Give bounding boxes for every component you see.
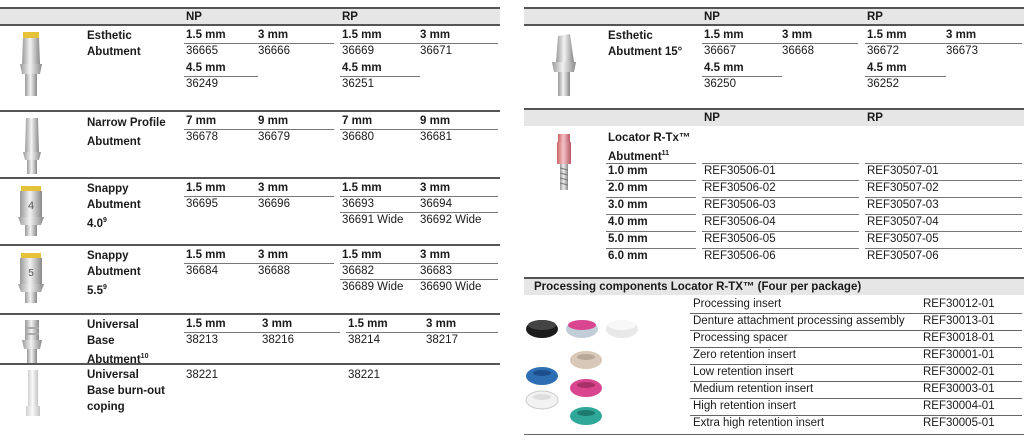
size-label: 4.5 mm <box>186 62 226 74</box>
size-label: 1.5 mm <box>342 249 382 261</box>
svg-text:5: 5 <box>28 268 34 279</box>
right-header-rp: RP <box>867 11 883 23</box>
locator-size: 4.0 mm <box>608 216 648 228</box>
divider <box>606 231 696 232</box>
article-number: 38221 <box>348 369 380 381</box>
article-number: 38216 <box>262 334 294 346</box>
size-label: 3 mm <box>946 29 977 41</box>
article-number: 38213 <box>186 334 218 346</box>
divider <box>690 364 1022 365</box>
size-label: 1.5 mm <box>348 318 388 330</box>
left-header-np: NP <box>186 11 202 23</box>
article-number: 36693 <box>342 198 374 210</box>
article-number: 36681 <box>420 131 452 143</box>
divider <box>606 180 696 181</box>
processing-item-name: Zero retention insert <box>693 349 796 361</box>
article-number: 36679 <box>258 131 290 143</box>
narrow-profile-section <box>0 110 500 172</box>
locator-np-ref: REF30506-03 <box>704 199 776 211</box>
processing-item-name: Low retention insert <box>693 366 794 378</box>
article-number: 38214 <box>348 334 380 346</box>
size-label: 4.5 mm <box>342 62 382 74</box>
size-label: 3 mm <box>420 182 451 194</box>
size-label: 3 mm <box>420 29 451 41</box>
divider <box>690 398 1022 399</box>
processing-item-name: Processing insert <box>693 298 782 310</box>
divider <box>865 180 1022 181</box>
universal-base-name: Universal Base Abutment$^{10}$ <box>87 319 149 366</box>
processing-item-name: Processing spacer <box>693 332 788 344</box>
article-number: 36694 <box>420 198 452 210</box>
divider <box>702 180 859 181</box>
locator-size: 3.0 mm <box>608 199 648 211</box>
size-label: 4.5 mm <box>867 62 907 74</box>
divider <box>606 197 696 198</box>
divider <box>606 163 696 164</box>
locator-np-ref: REF30506-01 <box>704 165 776 177</box>
article-number: 36691 Wide <box>342 214 404 226</box>
locator-size: 1.0 mm <box>608 165 648 177</box>
locator-np-ref: REF30506-06 <box>704 250 776 262</box>
size-label: 1.5 mm <box>704 29 744 41</box>
divider <box>690 415 1022 416</box>
divider <box>702 197 859 198</box>
locator-np-ref: REF30506-04 <box>704 216 776 228</box>
divider <box>865 231 1022 232</box>
article-number: 36251 <box>342 78 374 90</box>
article-number: 36665 <box>186 45 218 57</box>
snappy-5-5-section <box>0 244 500 306</box>
size-label: 3 mm <box>258 249 289 261</box>
processing-item-name: High retention insert <box>693 400 796 412</box>
locator-rp-ref: REF30507-02 <box>867 182 939 194</box>
size-label: 3 mm <box>426 318 457 330</box>
left-header-rp: RP <box>342 11 358 23</box>
narrow-profile-abutment-image <box>21 116 43 176</box>
right-header-np: NP <box>704 11 720 23</box>
article-number: 36672 <box>867 45 899 57</box>
size-label: 3 mm <box>262 318 293 330</box>
size-label: 3 mm <box>420 249 451 261</box>
divider <box>702 214 859 215</box>
divider <box>606 214 696 215</box>
processing-item-ref: REF30002-01 <box>923 366 995 378</box>
size-label: 7 mm <box>342 115 373 127</box>
burnout-coping-name: Universal Base burn-out coping <box>87 369 165 413</box>
divider <box>865 214 1022 215</box>
article-number: 36252 <box>867 78 899 90</box>
processing-item-ref: REF30004-01 <box>923 400 995 412</box>
esthetic-abutment-section <box>0 24 500 104</box>
divider <box>702 163 859 164</box>
divider <box>690 330 1022 331</box>
universal-base-section <box>0 313 500 365</box>
divider <box>524 434 1024 435</box>
article-number: 36673 <box>946 45 978 57</box>
left-header <box>0 7 500 25</box>
snappy-abutment-5-5-image <box>16 252 46 304</box>
processing-item-ref: REF30013-01 <box>923 315 995 327</box>
locator-header <box>524 108 1024 126</box>
processing-item-ref: REF30005-01 <box>923 417 995 429</box>
locator-rp-ref: REF30507-04 <box>867 216 939 228</box>
article-number: 36682 <box>342 265 374 277</box>
divider <box>606 248 696 249</box>
snappy-4-section <box>0 177 500 239</box>
article-number: 36688 <box>258 265 290 277</box>
processing-header <box>524 277 1024 295</box>
divider <box>702 248 859 249</box>
size-label: 1.5 mm <box>867 29 907 41</box>
article-number: 36250 <box>704 78 736 90</box>
processing-item-ref: REF30001-01 <box>923 349 995 361</box>
article-number: 36667 <box>704 45 736 57</box>
processing-item-ref: REF30003-01 <box>923 383 995 395</box>
locator-rp-ref: REF30507-03 <box>867 199 939 211</box>
burnout-coping-image <box>24 369 42 419</box>
divider <box>865 163 1022 164</box>
size-label: 3 mm <box>782 29 813 41</box>
esthetic-abutment-image <box>18 30 44 100</box>
locator-rp-ref: REF30507-06 <box>867 250 939 262</box>
snappy-4-name: Snappy Abutment $4.0^9$ <box>87 183 141 230</box>
divider <box>690 313 1022 314</box>
locator-header-np: NP <box>704 112 720 124</box>
size-label: 9 mm <box>420 115 451 127</box>
size-label: 7 mm <box>186 115 217 127</box>
processing-images <box>524 295 684 435</box>
universal-base-abutment-image <box>20 319 44 365</box>
size-label: 1.5 mm <box>186 29 226 41</box>
article-number: 36249 <box>186 78 218 90</box>
size-label: 4.5 mm <box>704 62 744 74</box>
retention-inserts-image <box>524 350 624 435</box>
article-number: 36690 Wide <box>420 281 482 293</box>
article-number: 38217 <box>426 334 458 346</box>
burnout-coping-section <box>0 363 500 439</box>
locator-np-ref: REF30506-05 <box>704 233 776 245</box>
article-number: 36695 <box>186 198 218 210</box>
esthetic-abutment-name: Esthetic Abutment <box>87 30 141 58</box>
size-label: 1.5 mm <box>186 182 226 194</box>
article-number: 36669 <box>342 45 374 57</box>
esthetic-15-name: Esthetic Abutment 15° <box>608 30 683 58</box>
size-label: 1.5 mm <box>186 249 226 261</box>
snappy-5-5-name: Snappy Abutment $5.5^9$ <box>87 250 141 297</box>
divider <box>702 231 859 232</box>
article-number: 36671 <box>420 45 452 57</box>
locator-size: 6.0 mm <box>608 250 648 262</box>
article-number: 36666 <box>258 45 290 57</box>
locator-header-rp: RP <box>867 112 883 124</box>
article-number: 36683 <box>420 265 452 277</box>
processing-item-name: Denture attachment processing assembly <box>693 315 905 327</box>
locator-size: 5.0 mm <box>608 233 648 245</box>
article-number: 36692 Wide <box>420 214 482 226</box>
size-label: 3 mm <box>258 182 289 194</box>
locator-name: Locator R-Tx™ Abutment$^{11}$ <box>608 132 691 163</box>
divider <box>690 347 1022 348</box>
locator-size: 2.0 mm <box>608 182 648 194</box>
processing-item-ref: REF30018-01 <box>923 332 995 344</box>
size-label: 1.5 mm <box>342 29 382 41</box>
article-number: 36689 Wide <box>342 281 404 293</box>
narrow-profile-name: Narrow Profile Abutment <box>87 117 166 148</box>
divider <box>865 197 1022 198</box>
processing-item-ref: REF30012-01 <box>923 298 995 310</box>
divider <box>690 381 1022 382</box>
locator-section <box>524 126 1024 266</box>
right-header <box>524 7 1024 25</box>
article-number: 36684 <box>186 265 218 277</box>
article-number: 38221 <box>186 369 218 381</box>
locator-abutment-image <box>554 132 574 192</box>
divider <box>865 248 1022 249</box>
processing-title: Processing components Locator R-TX™ (Four per package) <box>534 281 862 293</box>
processing-item-name: Extra high retention insert <box>693 417 825 429</box>
esthetic-15-section <box>524 24 1024 104</box>
locator-rp-ref: REF30507-01 <box>867 165 939 177</box>
article-number: 36680 <box>342 131 374 143</box>
size-label: 1.5 mm <box>342 182 382 194</box>
snappy-abutment-4-image <box>16 185 46 237</box>
locator-np-ref: REF30506-02 <box>704 182 776 194</box>
svg-text:4: 4 <box>27 200 35 212</box>
processing-item-name: Medium retention insert <box>693 383 814 395</box>
size-label: 1.5 mm <box>186 318 226 330</box>
size-label: 9 mm <box>258 115 289 127</box>
article-number: 36696 <box>258 198 290 210</box>
esthetic-abutment-15-image <box>548 32 582 100</box>
size-label: 3 mm <box>258 29 289 41</box>
article-number: 36668 <box>782 45 814 57</box>
processing-caps-image <box>524 315 644 345</box>
article-number: 36678 <box>186 131 218 143</box>
locator-rp-ref: REF30507-05 <box>867 233 939 245</box>
